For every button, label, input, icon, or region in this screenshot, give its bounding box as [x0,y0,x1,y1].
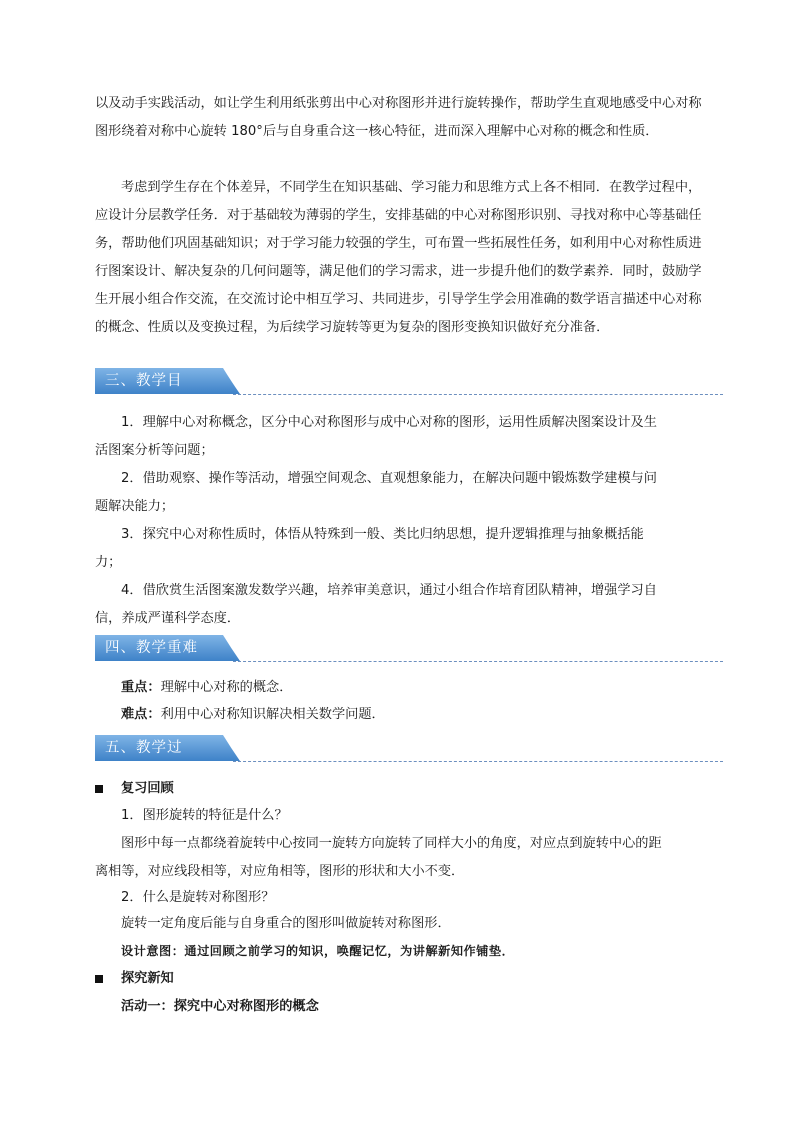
goal-3-line-1: 3．探究中心对称性质时，体悟从特殊到一般、类比归纳思想，提升逻辑推理与抽象概括能 [121,527,644,542]
section-title: 三、教学目 [105,373,183,389]
activity-1-title: 活动一：探究中心对称图形的概念 [121,999,319,1014]
intro-paragraph-2: 考虑到学生存在个体差异，不同学生在知识基础、学习能力和思维方式上各不相同．在教学过程中，应设计分层教学任务．对于基础较为薄弱的学生，安排基础的中心对称图形识别、寻找对称中心等基础任务，帮助他们巩固基础知识；对于学习能力较强的学生，可布置一些拓展性任务，如利用中心对称性质进行图案设计、解决复杂的几何问题等，满足他们的学习需求，进一步提升他们的数学素养．同时，鼓励学生开展小组合作交流，在交流讨论中相互学习、共同进步，引导学生学会用准确的数学语言描述中心对称的概念、性质以及变换过程，为后续学习旋转等更为复杂的图形变换知识做好充分准备． [95,180,702,335]
key-point-text: 理解中心对称的概念． [160,680,293,695]
goal-1-line-2: 活图案分析等问题； [95,443,214,458]
explore-title: 探究新知 [121,971,174,986]
review-question-1: 1．图形旋转的特征是什么？ [121,808,288,823]
section-header-key-difficulties [95,635,723,665]
key-point-label: 重点： [121,680,161,695]
goal-2-line-2: 题解决能力； [95,499,175,514]
review-answer-2: 旋转一定角度后能与自身重合的图形叫做旋转对称图形． [121,916,451,931]
review-answer-1-line-1: 图形中每一点都绕着旋转中心按同一旋转方向旋转了同样大小的角度，对应点到旋转中心的距 [121,836,662,851]
difficulty-text: 利用中心对称知识解决相关数学问题． [160,707,385,722]
key-point [121,678,292,698]
goal-4-line-2: 信，养成严谨科学态度． [95,611,241,626]
goal-3-line-2: 力； [95,555,122,570]
section-title: 四、教学重难 [105,640,198,656]
goal-2-line-1: 2．借助观察、操作等活动，增强空间观念、直观想象能力，在解决问题中锻炼数学建模与问 [121,471,657,486]
design-intent: 设计意图：通过回顾之前学习的知识，唤醒记忆，为讲解新知作铺垫． [121,944,515,958]
section-header-teaching-process [95,735,723,765]
goal-1-line-1: 1．理解中心对称概念，区分中心对称图形与成中心对称的图形，运用性质解决图案设计及生 [121,415,657,430]
intro-paragraph-1: 以及动手实践活动，如让学生利用纸张剪出中心对称图形并进行旋转操作，帮助学生直观地感受中心对称图形绕着对称中心旋转 180°后与自身重合这一核心特征，进而深入理解中心对称的概念和性质． [95,96,702,139]
section-divider [233,661,723,662]
review-question-2: 2．什么是旋转对称图形？ [121,890,275,905]
section-header-teaching-goals [95,368,723,398]
difficulty-label: 难点： [121,707,161,722]
square-bullet-icon [95,785,103,793]
goal-4-line-1: 4．借欣赏生活图案激发数学兴趣，培养审美意识，通过小组合作培育团队精神，增强学习自 [121,583,657,598]
section-divider [233,394,723,395]
difficulty-point [121,705,385,725]
square-bullet-icon [95,975,103,983]
review-answer-1-line-2: 离相等，对应线段相等，对应角相等，图形的形状和大小不变． [95,864,465,879]
review-title: 复习回顾 [121,781,174,796]
section-divider [233,761,723,762]
section-title: 五、教学过 [105,740,183,756]
